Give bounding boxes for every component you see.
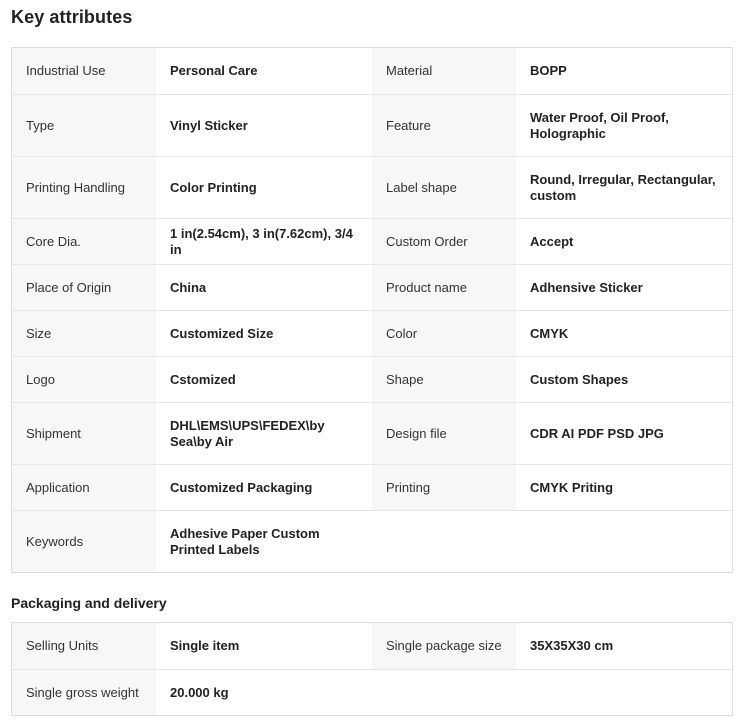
attribute-name: Core Dia.: [12, 219, 156, 264]
attribute-value: Single item: [156, 623, 372, 669]
attribute-value: DHL\EMS\UPS\FEDEX\by Sea\by Air: [156, 403, 372, 464]
attribute-name: Keywords: [12, 511, 156, 572]
attribute-value: Customized Packaging: [156, 465, 372, 510]
attribute-name: Design file: [372, 403, 516, 464]
key-attributes-table: [11, 47, 733, 573]
table-row: [12, 48, 732, 94]
attribute-value: China: [156, 265, 372, 310]
attribute-value: Round, Irregular, Rectangular, custom: [516, 157, 732, 218]
attribute-value: Adhensive Sticker: [516, 265, 732, 310]
attribute-name: Size: [12, 311, 156, 356]
packaging-heading: Packaging and delivery: [11, 595, 167, 611]
table-row: [12, 264, 732, 310]
attribute-name: Printing: [372, 465, 516, 510]
attribute-name: Color: [372, 311, 516, 356]
table-row: [12, 402, 732, 464]
attribute-value: Color Printing: [156, 157, 372, 218]
attribute-name: Logo: [12, 357, 156, 402]
attribute-name: Shape: [372, 357, 516, 402]
attribute-name: Feature: [372, 95, 516, 156]
attribute-value: Accept: [516, 219, 732, 264]
attribute-value: Adhesive Paper Custom Printed Labels: [156, 511, 372, 572]
attribute-value: [516, 511, 732, 572]
attribute-name: Application: [12, 465, 156, 510]
attribute-value: Customized Size: [156, 311, 372, 356]
table-row: [12, 510, 732, 572]
attribute-value: Vinyl Sticker: [156, 95, 372, 156]
attribute-value: Cstomized: [156, 357, 372, 402]
attribute-value: [516, 670, 732, 715]
attribute-name: Printing Handling: [12, 157, 156, 218]
attribute-value: CMYK: [516, 311, 732, 356]
attribute-value: Water Proof, Oil Proof, Holographic: [516, 95, 732, 156]
attribute-name: Selling Units: [12, 623, 156, 669]
attribute-name: Custom Order: [372, 219, 516, 264]
attribute-value: 20.000 kg: [156, 670, 372, 715]
packaging-table: [11, 622, 733, 716]
attribute-name: Label shape: [372, 157, 516, 218]
attribute-name: [372, 511, 516, 572]
attribute-value: CMYK Priting: [516, 465, 732, 510]
table-row: [12, 669, 732, 715]
table-row: [12, 218, 732, 264]
attribute-name: Industrial Use: [12, 48, 156, 94]
attribute-value: CDR AI PDF PSD JPG: [516, 403, 732, 464]
attribute-name: Type: [12, 95, 156, 156]
table-row: [12, 623, 732, 669]
attribute-name: Shipment: [12, 403, 156, 464]
attribute-value: Custom Shapes: [516, 357, 732, 402]
attribute-name: [372, 670, 516, 715]
table-row: [12, 310, 732, 356]
attribute-value: Personal Care: [156, 48, 372, 94]
attribute-value: 35X35X30 cm: [516, 623, 732, 669]
table-row: [12, 356, 732, 402]
attribute-name: Material: [372, 48, 516, 94]
key-attributes-heading: Key attributes: [11, 7, 133, 27]
attribute-value: 1 in(2.54cm), 3 in(7.62cm), 3/4 in: [156, 219, 372, 264]
table-row: [12, 94, 732, 156]
attribute-name: Single gross weight: [12, 670, 156, 715]
attribute-name: Place of Origin: [12, 265, 156, 310]
attribute-name: Product name: [372, 265, 516, 310]
attribute-value: BOPP: [516, 48, 732, 94]
attribute-name: Single package size: [372, 623, 516, 669]
table-row: [12, 156, 732, 218]
table-row: [12, 464, 732, 510]
